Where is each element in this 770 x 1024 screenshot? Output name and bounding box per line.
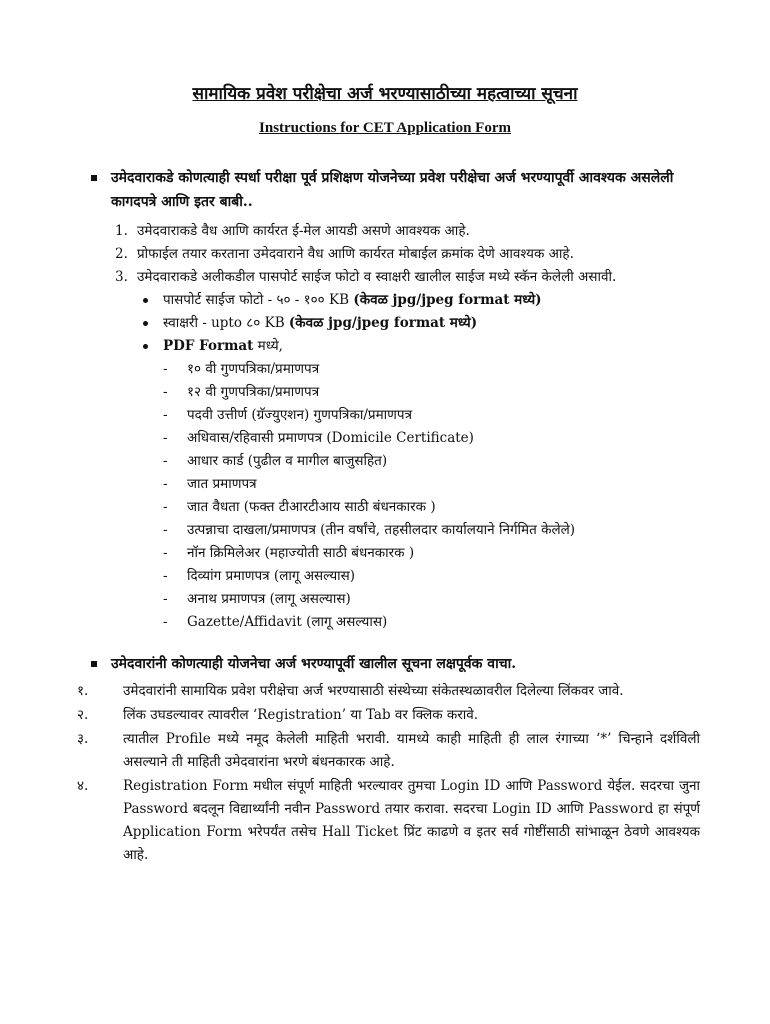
list-item: - जात वैधता (फक्त टीआरटीआय साठी बंधनकारक ) — [163, 499, 436, 515]
list-item: - नॉन क्रिमिलेअर (महाज्योती साठी बंधनकारक ) — [163, 545, 415, 561]
item-number: 1. — [115, 223, 128, 239]
list-item: - अधिवास/रहिवासी प्रमाणपत्र (Domicile Certificate) — [163, 430, 474, 446]
list-item: - १० वी गुणपत्रिका/प्रमाणपत्र — [163, 361, 320, 377]
document-text: जात प्रमाणपत्र — [187, 476, 257, 492]
page-title-marathi: सामायिक प्रवेश परीक्षेचा अर्ज भरण्यासाठीच्या महत्वाच्या सूचना — [192, 84, 578, 104]
bullet-icon — [143, 344, 148, 349]
square-bullet-icon — [91, 661, 97, 667]
spec-note: (केवळ jpg/jpeg format मध्ये) — [288, 315, 478, 331]
item-text: त्यातील Profile मध्ये नमूद केलेली माहिती भरावी. यामध्ये काही माहिती ही लाल रंगाच्या ‘*’ चिन्हाने दर्शविली असल्याने ती माहिती उमेदवारांना भरणे बंधनकारक आहे. — [123, 731, 700, 770]
section-heading-text: उमेदवारांनी कोणत्याही योजनेचा अर्ज भरण्यापूर्वी खालील सूचना लक्षपूर्वक वाचा. — [111, 656, 517, 672]
list-item: - अनाथ प्रमाणपत्र (लागू असल्यास) — [163, 591, 351, 607]
spec-text: स्वाक्षरी - upto ८० KB — [163, 315, 285, 331]
section-heading-text: उमेदवाराकडे कोणत्याही स्पर्धा परीक्षा पूर्व प्रशिक्षण योजनेच्या प्रवेश परीक्षेचा अर्ज भरण्यापूर्वी आवश्यक असलेली कागदपत्रे आणि इतर बाबी.. — [111, 170, 674, 210]
item-text: उमेदवारांनी सामायिक प्रवेश परीक्षेचा अर्ज भरण्यासाठी संस्थेच्या संकेतस्थळावरील दिलेल्या लिंकवर जावे. — [123, 683, 624, 699]
list-item: - Gazette/Affidavit (लागू असल्यास) — [163, 614, 388, 630]
item-number: १. — [77, 683, 89, 699]
item-text: प्रोफाईल तयार करताना उमेदवाराने वैध आणि कार्यरत मोबाईल क्रमांक देणे आवश्यक आहे. — [137, 246, 574, 262]
list-item: - १२ वी गुणपत्रिका/प्रमाणपत्र — [163, 384, 320, 400]
list-item — [77, 728, 700, 774]
spec-text: PDF Format — [163, 338, 254, 354]
spec-text: पासपोर्ट साईज फोटो - ५० - १०० KB — [163, 292, 350, 308]
list-item: - दिव्यांग प्रमाणपत्र (लागू असल्यास) — [163, 568, 356, 584]
document-text: अधिवास/रहिवासी प्रमाणपत्र (Domicile Certificate) — [187, 430, 474, 446]
item-text: उमेदवाराकडे अलीकडील पासपोर्ट साईज फोटो व स्वाक्षरी खालील साईज मध्ये स्कॅन केलेली असावी. — [137, 269, 617, 285]
document-text: आधार कार्ड (पुढील व मागील बाजुसहित) — [187, 453, 388, 469]
list-item — [163, 312, 677, 335]
section-heading-instructions — [111, 652, 701, 676]
list-item — [115, 266, 677, 634]
upload-specs-list — [137, 289, 677, 634]
item-number: २. — [77, 707, 89, 723]
document-text: उत्पन्नाचा दाखला/प्रमाणपत्र (तीन वर्षांचे, तहसीलदार कार्यालयाने निर्गमित केलेले) — [187, 522, 576, 538]
document-text: Gazette/Affidavit (लागू असल्यास) — [187, 614, 388, 630]
list-item — [77, 775, 700, 867]
document-text: पदवी उत्तीर्ण (ग्रॅज्युएशन) गुणपत्रिका/प्रमाणपत्र — [187, 407, 413, 423]
item-number: ४. — [77, 778, 89, 794]
spec-note: मध्ये, — [257, 338, 283, 354]
list-item: - आधार कार्ड (पुढील व मागील बाजुसहित) — [163, 453, 388, 469]
item-text: उमेदवाराकडे वैध आणि कार्यरत ई-मेल आयडी असणे आवश्यक आहे. — [137, 223, 470, 239]
document-text: जात वैधता (फक्त टीआरटीआय साठी बंधनकारक ) — [187, 499, 436, 515]
item-text: Registration Form मधील संपूर्ण माहिती भरल्यावर तुमचा Login ID आणि Password येईल. सदरचा जुना Password बदलून विद्यार्थ्यांनी नवीन Password तयार करावा. सदरचा Login ID आणि Password हा संपूर्ण Application Form भरेपर्यंत तसेच Hall Ticket प्रिंट काढणे व इतर सर्व गोष्टींसाठी सांभाळून ठेवणे आवश्यक आहे. — [123, 778, 700, 863]
list-item: - जात प्रमाणपत्र — [163, 476, 257, 492]
bullet-icon — [143, 321, 148, 326]
list-item: - पदवी उत्तीर्ण (ग्रॅज्युएशन) गुणपत्रिका/प्रमाणपत्र — [163, 407, 413, 423]
list-item — [163, 335, 677, 634]
page-title-english: Instructions for CET Application Form — [259, 120, 511, 136]
document-text: १२ वी गुणपत्रिका/प्रमाणपत्र — [187, 384, 320, 400]
item-number: 3. — [115, 269, 128, 285]
list-item — [115, 220, 677, 243]
list-item — [163, 289, 677, 312]
document-text: १० वी गुणपत्रिका/प्रमाणपत्र — [187, 361, 320, 377]
section-heading-documents — [111, 166, 701, 214]
instructions-list — [0, 680, 770, 867]
document-text: अनाथ प्रमाणपत्र (लागू असल्यास) — [187, 591, 351, 607]
list-item — [115, 243, 677, 266]
pdf-documents-list — [163, 358, 677, 634]
item-number: ३. — [77, 731, 89, 747]
list-item — [77, 680, 700, 703]
item-number: 2. — [115, 246, 128, 262]
spec-note: (केवळ jpg/jpeg format मध्ये) — [353, 292, 542, 308]
item-text: लिंक उघडल्यावर त्यावरील ‘Registration’ या Tab वर क्लिक करावे. — [123, 707, 479, 723]
document-text: नॉन क्रिमिलेअर (महाज्योती साठी बंधनकारक ) — [187, 545, 415, 561]
bullet-icon — [143, 298, 148, 303]
list-item — [77, 704, 700, 727]
square-bullet-icon — [91, 175, 97, 181]
list-item: - उत्पन्नाचा दाखला/प्रमाणपत्र (तीन वर्षांचे, तहसीलदार कार्यालयाने निर्गमित केलेले) — [163, 522, 576, 538]
document-text: दिव्यांग प्रमाणपत्र (लागू असल्यास) — [187, 568, 356, 584]
requirements-list — [0, 220, 770, 634]
